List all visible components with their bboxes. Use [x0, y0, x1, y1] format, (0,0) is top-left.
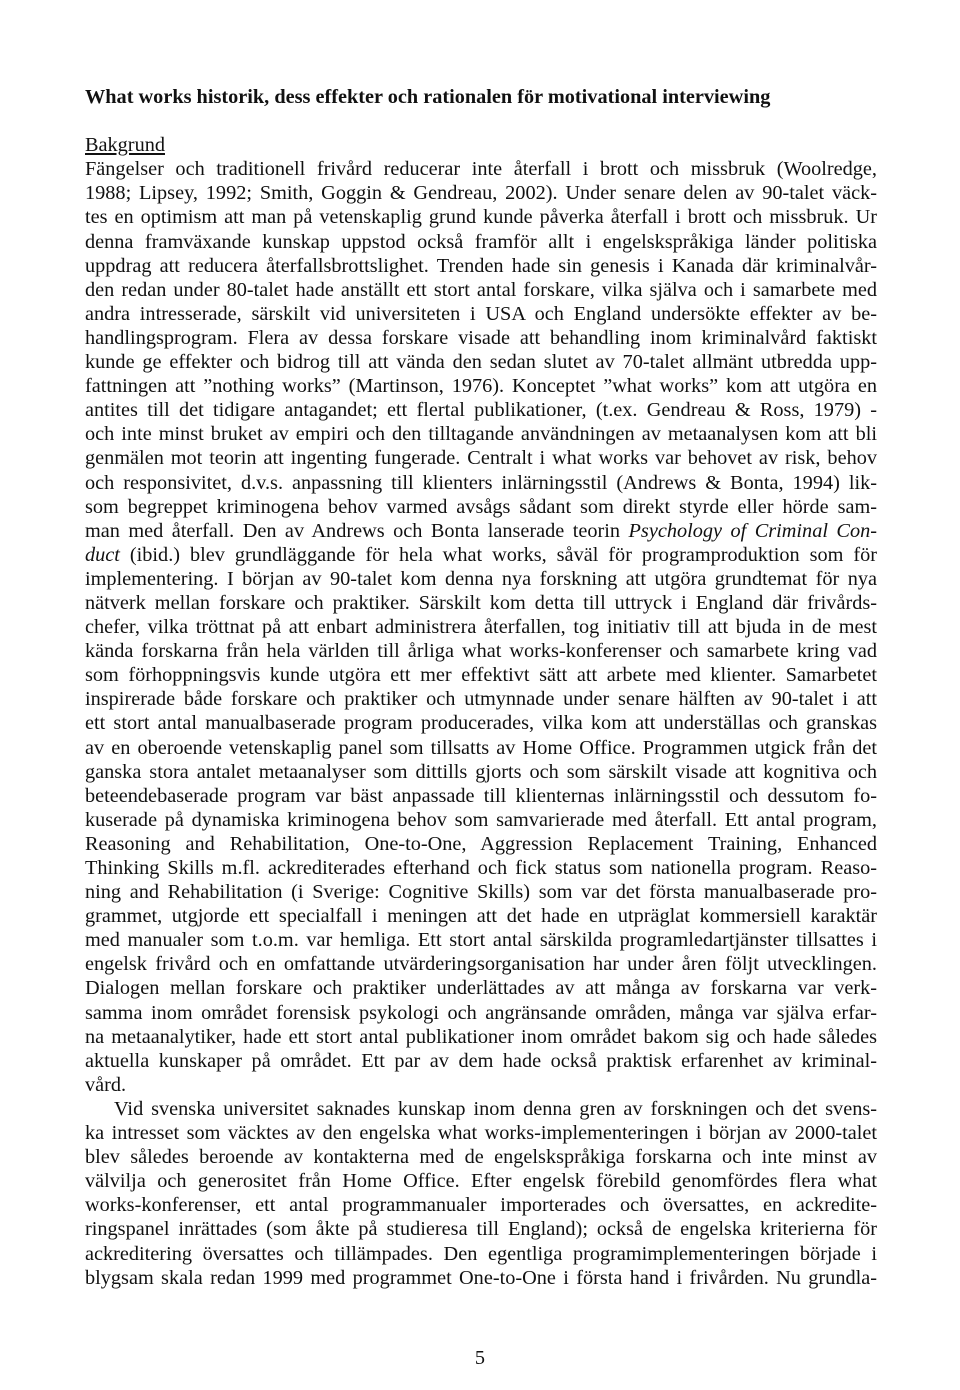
italic-book-title: duct	[85, 543, 120, 566]
text-line	[85, 519, 877, 543]
text-line: 1988; Lipsey, 1992; Smith, Goggin & Gendreau, 2002). Under senare delen av 90-talet väck-	[85, 182, 877, 205]
text-line: fattningen att ”nothing works” (Martinson, 1976). Konceptet ”what works” kom att utgöra en	[85, 375, 877, 398]
text-line: engelsk frivård och en omfattande utvärderingsorganisation har under åren följt utvecklingen.	[85, 953, 877, 976]
text-line: kunde ge effekter och bidrog till att vända den sedan slutet av 70-talet allmänt utbredda upp-	[85, 351, 877, 374]
text-line: works-konferenser, ett antal programmanualer importerades och översattes, en ackredite-	[85, 1194, 877, 1217]
text-line: ett stort antal manualbaserade program producerades, vilka kom att underställas och granskas	[85, 712, 877, 735]
text-line: handlingsprogram. Flera av dessa forskare visade att behandling inom kriminalvård faktiskt	[85, 326, 877, 349]
paragraph-1	[85, 157, 877, 1097]
text-line: Fängelser och traditionell frivård reducerar inte återfall i brott och missbruk (Woolredge,	[85, 158, 877, 181]
text-line: nätverk mellan forskare och praktiker. Särskilt kom detta till uttryck i England där frivårds-	[85, 591, 877, 614]
paragraph-2	[85, 1097, 877, 1290]
text-line: med manualer som t.o.m. var hemliga. Ett stort antal särskilda programledartjänster tillsattes i	[85, 929, 877, 952]
text-line: aktuella kunskaper på området. Ett par av dem hade också praktisk erfarenhet av kriminal-	[85, 1049, 877, 1072]
text-line: blev således beroende av kontakterna med de engelskspråkiga forskarna och inte minst av	[85, 1146, 877, 1169]
text-line: genmälen mot teorin att ingenting fungerade. Centralt i what works var behovet av risk, behov	[85, 447, 877, 470]
text-line: blygsam skala redan 1999 med programmet One-to-One i första hand i frivården. Nu grundla-	[85, 1266, 877, 1289]
text-line: kuserade på dynamiska kriminogena behov som samvarierade med återfall. Ett antal program,	[85, 808, 877, 831]
text-line: den redan under 80-talet hade anställt ett stort antal forskare, vilka själva och i samarbete med	[85, 278, 877, 301]
text-line: Vid svenska universitet saknades kunskap inom denna gren av forskningen och det svens-	[114, 1097, 877, 1120]
text-line: och inte minst bruket av empiri och den tilltagande användningen av metaanalysen kom att bli	[85, 423, 877, 446]
text-line: som förhoppningsvis kunde utgöra ett mer effektivt sätt att arbete med klienter. Samarbetet	[85, 664, 877, 687]
text-line: implementering. I början av 90-talet kom denna nya forskning att utgöra grundtemat för nya	[85, 567, 877, 590]
document-title: What works historik, dess effekter och rationalen för motivational interviewing	[85, 86, 771, 108]
text-line: vård.	[85, 1073, 127, 1096]
text-line: Thinking Skills m.fl. ackrediterades efterhand och fick status som nationella program. Reaso-	[85, 857, 877, 879]
text-segment: man med återfall. Den av Andrews och Bonta lanserade teorin	[85, 519, 621, 542]
text-line: antites till det tidigare antagandet; ett flertal publikationer, (t.ex. Gendreau & Ross, 1979) -	[85, 399, 877, 422]
text-line: samma inom området forensisk psykologi och angränsande områden, många var själva erfar-	[85, 1001, 877, 1024]
text-line: tes en optimism att man på vetenskaplig grund kunde påverka återfall i brott och missbruk. Ur	[85, 206, 877, 229]
text-line: andra intresserade, särskilt vid universiteten i USA och England undersökte effekter av be-	[85, 302, 877, 325]
text-line: ackreditering översattes och tillämpades. Den egentliga programimplementeringen började i	[85, 1242, 877, 1265]
document-body	[85, 85, 877, 1290]
text-line: Reasoning and Rehabilitation, One-to-One, Aggression Replacement Training, Enhanced	[85, 832, 877, 855]
text-line: ka intresset som väcktes av den engelska what works-implementeringen i början av 2000-talet	[85, 1122, 877, 1145]
page-number: 5	[474, 1347, 486, 1369]
italic-book-title: Psychology of Criminal Con-	[628, 519, 877, 542]
text-line: välvilja och generositet från Home Office. Efter engelsk förebild genomfördes flera what	[85, 1170, 877, 1193]
section-heading: Bakgrund	[85, 134, 165, 157]
section-heading-line	[85, 133, 877, 157]
text-line: kända forskarna från hela världen till årliga what works-konferenser och samarbete kring vad	[85, 640, 877, 663]
text-line: grammet, utgjorde ett specialfall i meningen att det hade en utpräglat kommersiell karaktär	[85, 905, 877, 928]
text-line: och responsivitet, d.v.s. anpassning till klienters inlärningsstil (Andrews & Bonta, 1994) lik-	[85, 471, 877, 494]
text-line: ganska stora antalet metaanalyser som dittills gjorts och som särskilt visade att kognitiva och	[85, 760, 877, 783]
text-line	[85, 543, 877, 567]
text-segment: (ibid.) blev grundläggande för hela what works, såväl för programproduktion som för	[129, 543, 877, 566]
text-line: uppdrag att reducera återfallsbrottslighet. Trenden hade sin genesis i Kanada där kriminalvår-	[85, 254, 877, 277]
text-line: av en oberoende vetenskaplig panel som tillsatts av Home Office. Programmen utgick från det	[85, 736, 877, 759]
text-line: chefer, vilka tröttnat på att enbart administrera återfallen, tog initiativ till att bjuda in de mest	[85, 616, 877, 639]
text-line: Dialogen mellan forskare och praktiker underlättades av att många av forskarna var verk-	[85, 977, 877, 1000]
text-line: beteendebaserade program var bäst anpassade till klienternas inlärningsstil och dessutom fo-	[85, 784, 877, 807]
text-line: ringspanel inrättades (som åkte på studieresa till England); också de engelska kriterierna för	[85, 1218, 877, 1241]
text-line: denna framväxande kunskap uppstod också framför allt i engelskspråkiga länder politiska	[85, 230, 877, 253]
text-line: som begreppet kriminogena behov varmed avsågs sådant som direkt styrde eller hörde sam-	[85, 495, 877, 518]
blank-line	[85, 109, 877, 133]
text-line: na metaanalytiker, hade ett stort antal publikationer inom området bakom sig och hade således	[85, 1025, 877, 1048]
text-line: ning and Rehabilitation (i Sverige: Cognitive Skills) som var det första manualbaserade pro-	[85, 881, 877, 904]
text-line: inspirerade både forskare och praktiker och utmynnade under senare hälften av 90-talet i att	[85, 688, 877, 711]
